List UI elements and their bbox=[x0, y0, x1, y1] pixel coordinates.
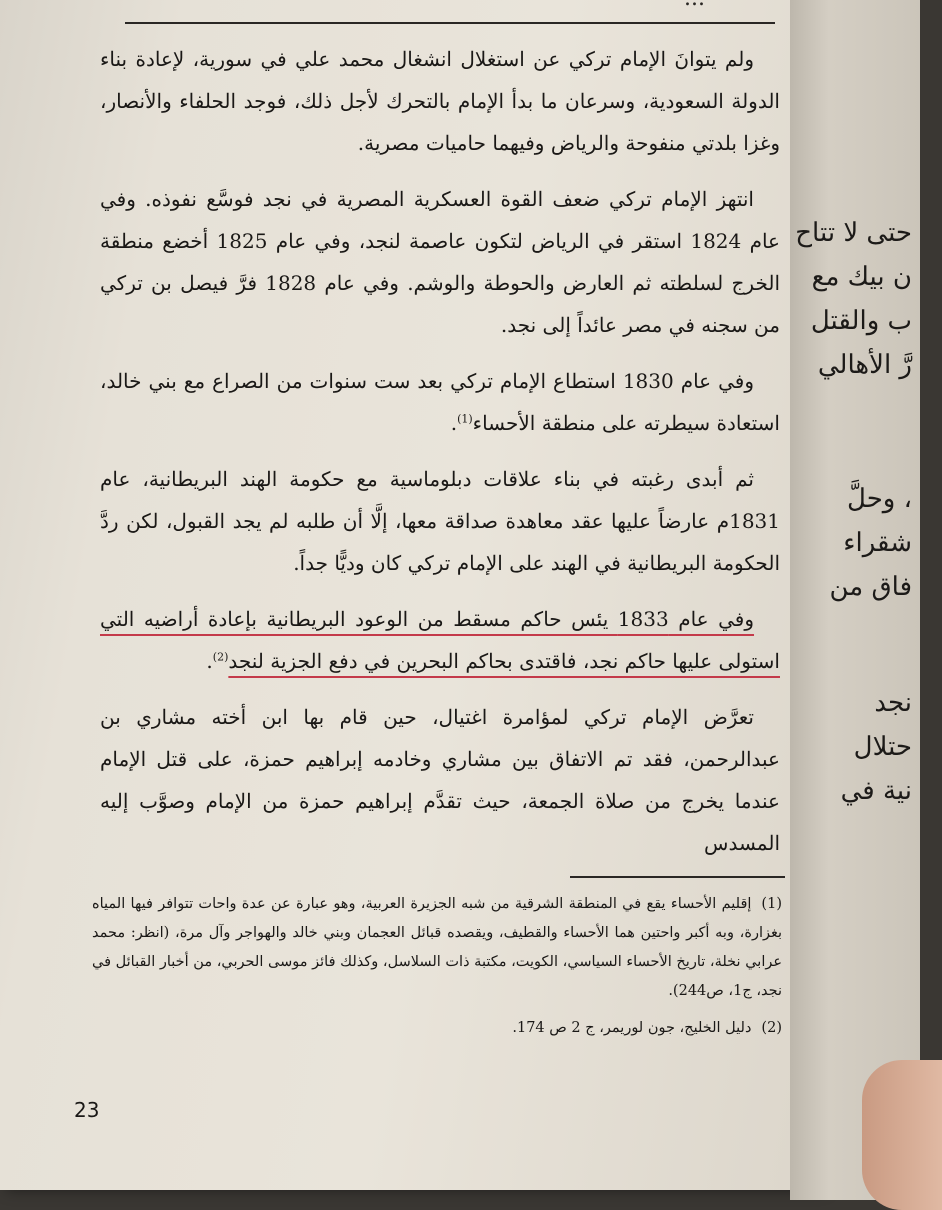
next-page-line: نجد bbox=[874, 688, 912, 718]
footnote-number: (2) bbox=[761, 1020, 782, 1036]
page-number: 23 bbox=[74, 1098, 100, 1122]
running-header-text bbox=[684, 0, 705, 11]
paragraph-1: ولم يتوانَ الإمام تركي عن استغلال انشغال محمد علي في سورية، لإعادة بناء الدولة السعودية، وسرعان ما بدأ الإمام بالتحرك لأجل ذلك، فوجد الحلفاء والأنصار، وغزا بلدتي منفوحة والرياض وفيهما حاميات مصرية. bbox=[100, 47, 780, 155]
footnote-2 bbox=[92, 1014, 782, 1043]
next-page-line: ب والقتل bbox=[810, 306, 912, 336]
footnote-separator bbox=[570, 876, 785, 878]
next-page-edge bbox=[790, 0, 920, 1200]
footnote-text: إقليم الأحساء يقع في المنطقة الشرقية من شبه الجزيرة العربية، وهو عبارة عن عدة واحات تتوافر فيها المياه بغزارة، وبه أكبر واحتين هما الأحساء والقطيف، ويقصده قبائل العجمان وبني خالد والهواجر وآل مرة، (انظر: محمد عرابي نخلة، تاريخ الأحساء السياسي، الكويت، مكتبة ذات السلاسل، وكذلك فائز موسى الحربي، من أخبار القبائل في نجد، ج1، ص244). bbox=[92, 896, 782, 999]
footnote-ref-1[interactable]: (1) bbox=[457, 412, 473, 426]
footnotes bbox=[92, 890, 782, 1051]
paragraph-2: انتهز الإمام تركي ضعف القوة العسكرية المصرية في نجد فوسَّع نفوذه. وفي عام 1824 استقر في الرياض لتكون عاصمة لنجد، وفي عام 1825 أخضع منطقة الخرج لسلطته ثم العارض والحوطة والوشم. وفي عام 1828 فرَّ فيصل بن تركي من سجنه في مصر عائداً إلى نجد. bbox=[100, 187, 780, 337]
next-page-line: حتلال bbox=[853, 732, 912, 762]
next-page-line: رَّ الأهالي bbox=[817, 350, 912, 380]
paragraph-4: ثم أبدى رغبته في بناء علاقات دبلوماسية مع حكومة الهند البريطانية، عام 1831م عارضاً عليها عقد معاهدة صداقة معها، إلَّا أن طلبه لم يجد القبول، لكن ردَّ الحكومة البريطانية في الهند على الإمام تركي كان وديًّا جداً. bbox=[100, 467, 780, 575]
thumb bbox=[862, 1060, 942, 1210]
footnote-ref-2[interactable]: (2) bbox=[212, 650, 229, 664]
paragraph-3-text: وفي عام 1830 استطاع الإمام تركي بعد ست سنوات من الصراع مع بني خالد، استعادة سيطرته على منطقة الأحساء bbox=[100, 369, 780, 435]
next-page-line: شقراء bbox=[843, 528, 912, 558]
paragraph-6: تعرَّض الإمام تركي لمؤامرة اغتيال، حين قام بها ابن أخته مشاري بن عبدالرحمن، فقد تم الاتفاق بين مشاري وخادمه إبراهيم حمزة، على قتل الإمام عندما يخرج من صلاة الجمعة، حيث تقدَّم إبراهيم حمزة من الإمام وصوَّب إليه المسدس bbox=[100, 705, 780, 855]
running-header bbox=[125, 0, 775, 24]
footnote-number: (1) bbox=[761, 896, 782, 912]
footnote-text: دليل الخليج، جون لوريمر، ج 2 ص 174. bbox=[512, 1020, 752, 1036]
next-page-line: حتى لا تتاح bbox=[795, 218, 912, 248]
body-text bbox=[100, 38, 780, 878]
paragraph-5: وفي عام 1833 يئس حاكم مسقط من الوعود البريطانية بإعادة أراضيه التي استولى عليها حاكم نجد، فاقتدى بحاكم البحرين في دفع الجزية لنجد$^{(2)}$. bbox=[100, 607, 780, 673]
paragraph-3: وفي عام 1830 استطاع الإمام تركي بعد ست سنوات من الصراع مع بني خالد، استعادة سيطرته على منطقة الأحساء$^{(1)}$. bbox=[100, 369, 780, 435]
next-page-line: ، وحلَّ bbox=[847, 484, 912, 514]
next-page-line: فاق من bbox=[829, 572, 912, 602]
next-page-line: ن بيك مع bbox=[811, 262, 912, 292]
footnote-1 bbox=[92, 890, 782, 1006]
next-page-line: نية في bbox=[840, 776, 912, 806]
paragraph-5-underlined-text: وفي عام 1833 يئس حاكم مسقط من الوعود البريطانية بإعادة أراضيه التي استولى عليها حاكم نجد، فاقتدى بحاكم البحرين في دفع الجزية لنجد bbox=[100, 607, 780, 673]
